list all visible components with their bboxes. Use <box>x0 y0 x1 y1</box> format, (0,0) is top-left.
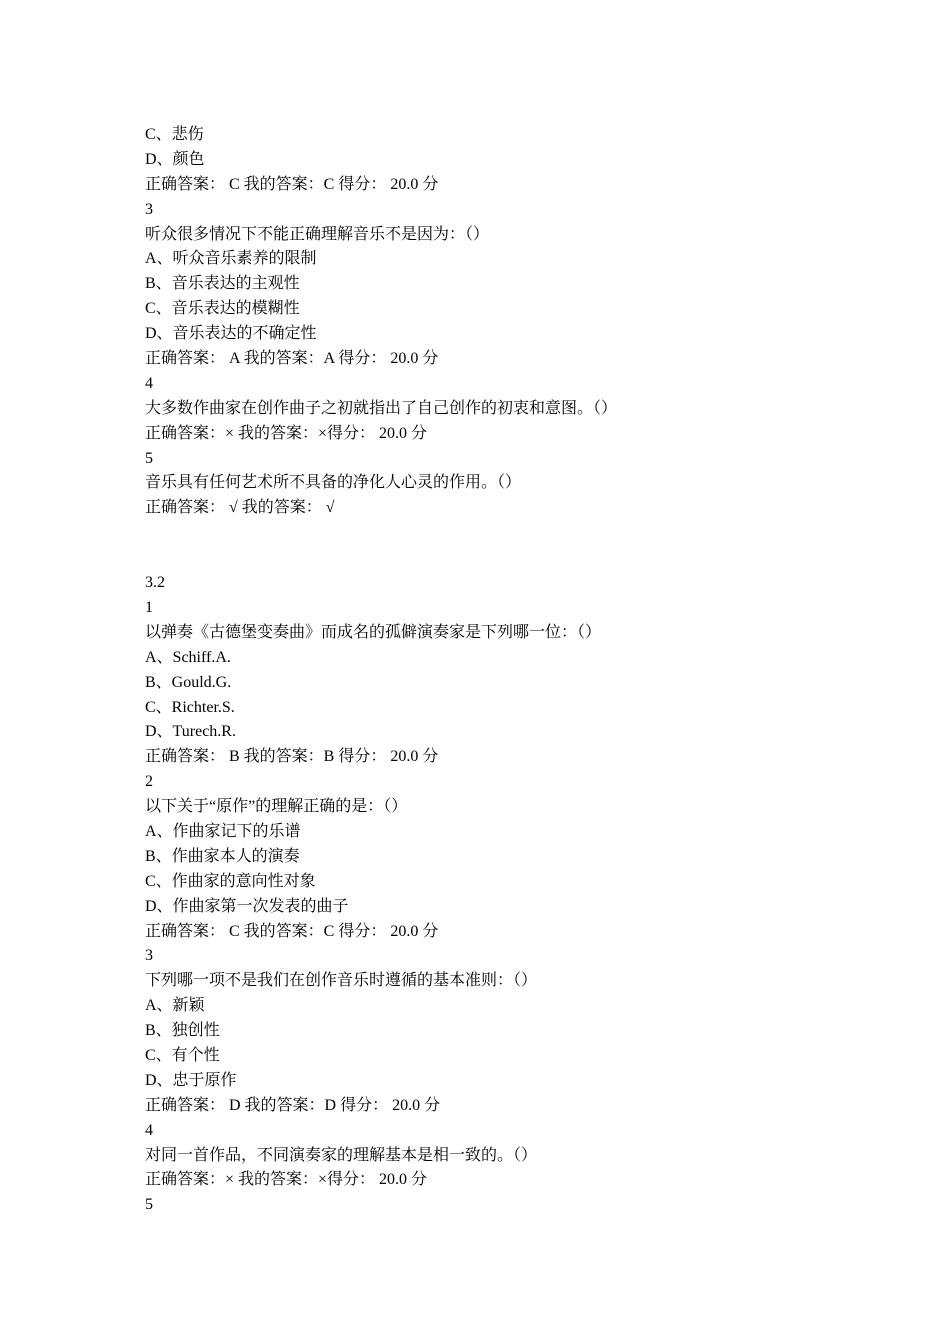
option-line: A、听众音乐素养的限制 <box>145 250 317 268</box>
question-number: 5 <box>145 449 153 467</box>
section-block-2 <box>145 571 845 1218</box>
section-spacer <box>145 521 845 571</box>
option-line: C、作曲家的意向性对象 <box>145 872 316 890</box>
question-text: 对同一首作品，不同演奏家的理解基本是相一致的。（） <box>145 1146 538 1164</box>
option-line: B、Gould.G. <box>145 673 232 691</box>
document-page <box>145 123 845 1218</box>
question-number: 4 <box>145 1121 153 1139</box>
answer-line: 正确答案：× 我的答案：×得分： 20.0 分 <box>145 424 428 442</box>
option-line: A、新颖 <box>145 997 205 1015</box>
option-line: D、作曲家第一次发表的曲子 <box>145 897 349 915</box>
option-line: C、Richter.S. <box>145 698 235 716</box>
option-line: D、Turech.R. <box>145 723 236 741</box>
question-text: 音乐具有任何艺术所不具备的净化人心灵的作用。（） <box>145 474 522 492</box>
question-number: 3 <box>145 947 153 965</box>
question-number: 2 <box>145 773 153 791</box>
section-heading: 3.2 <box>145 574 165 592</box>
option-line: B、作曲家本人的演奏 <box>145 847 300 865</box>
question-text: 以弹奏《古德堡变奏曲》而成名的孤僻演奏家是下列哪一位：（） <box>145 623 602 641</box>
answer-line: 正确答案： C 我的答案：C 得分： 20.0 分 <box>145 922 439 940</box>
answer-line: 正确答案： A 我的答案：A 得分： 20.0 分 <box>145 350 439 368</box>
question-number: 5 <box>145 1196 153 1214</box>
question-number: 1 <box>145 598 153 616</box>
text-line: D、颜色 <box>145 150 205 168</box>
section-block-1 <box>145 123 845 521</box>
answer-line: 正确答案： C 我的答案：C 得分： 20.0 分 <box>145 175 439 193</box>
option-line: A、作曲家记下的乐谱 <box>145 822 301 840</box>
question-text: 以下关于“原作”的理解正确的是：（） <box>145 798 408 816</box>
option-line: B、独创性 <box>145 1022 220 1040</box>
option-line: B、音乐表达的主观性 <box>145 275 300 293</box>
question-text: 听众很多情况下不能正确理解音乐不是因为：（） <box>145 225 490 243</box>
option-line: D、忠于原作 <box>145 1071 237 1089</box>
question-text: 下列哪一项不是我们在创作音乐时遵循的基本准则：（） <box>145 972 538 990</box>
text-line: C、悲伤 <box>145 126 204 143</box>
option-line: D、音乐表达的不确定性 <box>145 325 317 343</box>
answer-line: 正确答案：× 我的答案：×得分： 20.0 分 <box>145 1171 428 1189</box>
question-text: 大多数作曲家在创作曲子之初就指出了自己创作的初衷和意图。（） <box>145 399 618 417</box>
option-line: C、音乐表达的模糊性 <box>145 300 300 318</box>
answer-line: 正确答案： B 我的答案：B 得分： 20.0 分 <box>145 748 439 766</box>
option-line: A、Schiff.A. <box>145 648 231 666</box>
option-line: C、有个性 <box>145 1046 220 1064</box>
answer-line: 正确答案： √ 我的答案： √ <box>145 499 335 517</box>
answer-line: 正确答案： D 我的答案：D 得分： 20.0 分 <box>145 1096 441 1114</box>
question-number: 3 <box>145 200 153 218</box>
question-number: 4 <box>145 374 153 392</box>
